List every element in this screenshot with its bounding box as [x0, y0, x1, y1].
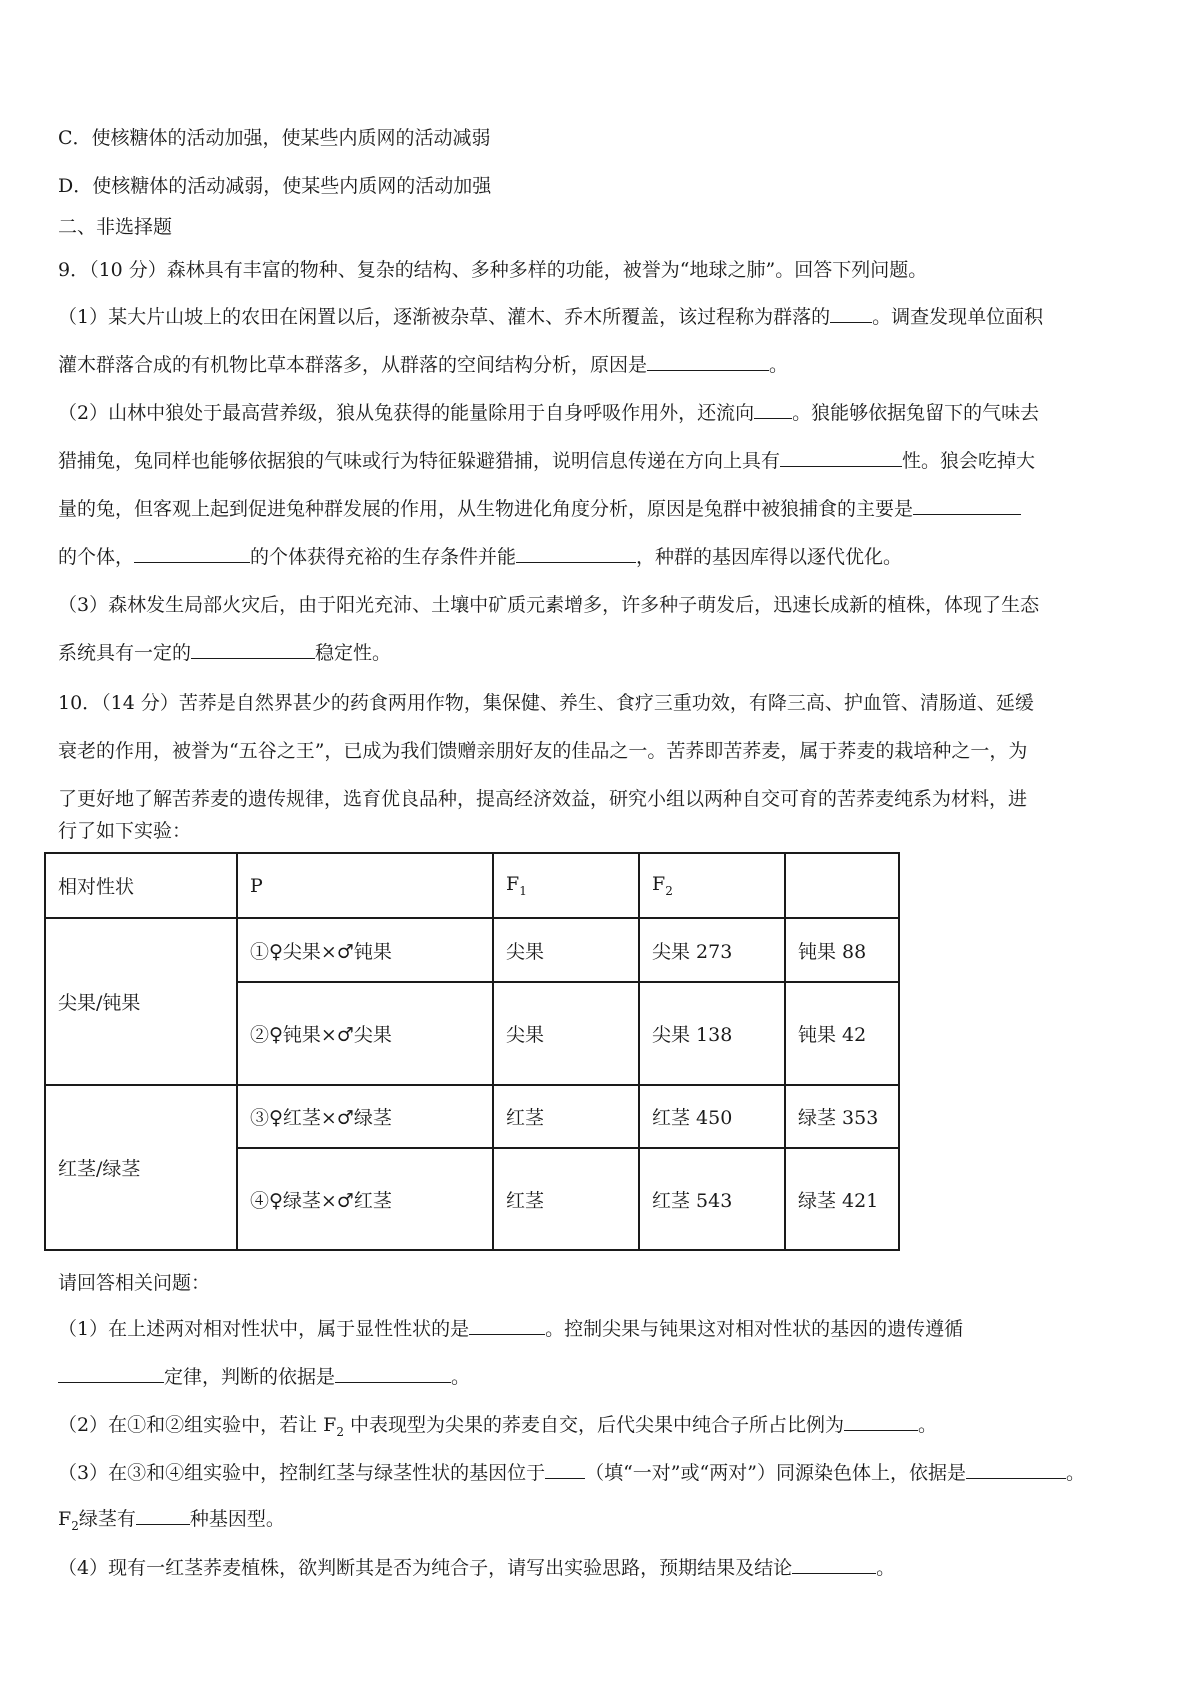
header-p: P [237, 853, 493, 918]
answer-blank[interactable] [913, 496, 1021, 515]
f1-cell: 红茎 [493, 1148, 639, 1250]
f1-cell: 红茎 [493, 1085, 639, 1148]
cross-cell: ④♀绿茎×♂红茎 [237, 1148, 493, 1250]
header-trait: 相对性状 [45, 853, 237, 918]
answer-blank[interactable] [469, 1316, 545, 1335]
q9-part3-line1: （3）森林发生局部火灾后，由于阳光充沛、土壤中矿质元素增多，许多种子萌发后，迅速长成新的植株，体现了生态 [58, 594, 1040, 616]
answer-blank[interactable] [191, 640, 315, 659]
q9-part2-line1: （2）山林中狼处于最高营养级，狼从兔获得的能量除用于自身呼吸作用外，还流向 。狼能够依据兔留下的气味去 [58, 402, 1040, 424]
f1-cell: 尖果 [493, 918, 639, 982]
f2-cell: 绿茎 421 [785, 1148, 899, 1250]
answer-blank[interactable] [134, 544, 250, 563]
header-f1: $F_1$ [493, 853, 639, 918]
q10-intro-line1: 10．（14 分）苦荞是自然界甚少的药食两用作物，集保健、养生、食疗三重功效，有降三高、护血管、清肠道、延缓 [58, 692, 1034, 714]
q10-sub1-line2: 定律，判断的依据是 。 [58, 1364, 470, 1390]
q8-option-c: C．使核糖体的活动加强，使某些内质网的活动减弱 [58, 127, 491, 149]
f2-cell: 钝果 88 [785, 918, 899, 982]
q10-sub3-line1: （3）在③和④组实验中，控制红茎与绿茎性状的基因位于 （填“一对”或“两对”）同源染色体上，依据是 。 [58, 1462, 1085, 1484]
q10-ask: 请回答相关问题： [58, 1272, 211, 1294]
f2-cell: 红茎 543 [639, 1148, 785, 1250]
q9-part2-line3: 量的兔，但客观上起到促进兔种群发展的作用，从生物进化角度分析，原因是兔群中被狼捕食的主要是 [58, 496, 1021, 522]
q9-part1-line1: （1）某大片山坡上的农田在闲置以后，逐渐被杂草、灌木、乔木所覆盖，该过程称为群落的 。调查发现单位面积 [58, 306, 1044, 328]
answer-blank[interactable] [830, 304, 872, 323]
answer-blank[interactable] [58, 1364, 164, 1383]
cross-cell: ②♀钝果×♂尖果 [237, 982, 493, 1085]
answer-blank[interactable] [136, 1506, 190, 1525]
header-f2: $F_2$ [639, 853, 785, 918]
answer-blank[interactable] [647, 352, 769, 371]
q10-sub3-line2: $F_2$绿茎有 种基因型。 [58, 1508, 285, 1533]
answer-blank[interactable] [780, 448, 902, 467]
cross-cell: ③♀红茎×♂绿茎 [237, 1085, 493, 1148]
trait-fruit-shape: 尖果/钝果 [45, 918, 237, 1085]
f2-cell: 红茎 450 [639, 1085, 785, 1148]
q10-sub2: （2）在①和②组实验中，若让 $F_2$ 中表现型为尖果的荞麦自交，后代尖果中纯合子所占比例为 。 [58, 1414, 938, 1439]
answer-blank[interactable] [545, 1460, 585, 1479]
q10-sub1-line1: （1）在上述两对相对性状中，属于显性性状的是 。控制尖果与钝果这对相对性状的基因的遗传遵循 [58, 1318, 964, 1340]
q8-option-d: D．使核糖体的活动减弱，使某些内质网的活动加强 [58, 175, 492, 197]
f2-cell: 尖果 273 [639, 918, 785, 982]
q9-intro: 9．（10 分）森林具有丰富的物种、复杂的结构、多种多样的功能，被誉为“地球之肺”。回答下列问题。 [58, 259, 928, 281]
table-header-row [45, 853, 899, 918]
q9-part3-line2: 系统具有一定的 稳定性。 [58, 642, 392, 664]
f2-cell: 绿茎 353 [785, 1085, 899, 1148]
f2-cell: 尖果 138 [639, 982, 785, 1085]
cross-cell: ①♀尖果×♂钝果 [237, 918, 493, 982]
answer-blank[interactable] [792, 1555, 876, 1574]
table-row [45, 1085, 899, 1148]
answer-blank[interactable] [754, 400, 792, 419]
q9-part2-line2: 猎捕兔，兔同样也能够依据狼的气味或行为特征躲避猎捕，说明信息传递在方向上具有 性。狼会吃掉大 [58, 450, 1036, 472]
q10-intro-line2: 衰老的作用，被誉为“五谷之王”，已成为我们馈赠亲朋好友的佳品之一。苦荞即苦荞麦，属于荞麦的栽培种之一，为 [58, 740, 1028, 762]
answer-blank[interactable] [844, 1412, 918, 1431]
q9-part1-line2: 灌木群落合成的有机物比草本群落多，从群落的空间结构分析，原因是 。 [58, 354, 789, 376]
f2-cell: 钝果 42 [785, 982, 899, 1085]
section-heading: 二、非选择题 [58, 216, 173, 238]
answer-blank[interactable] [966, 1460, 1066, 1479]
q10-intro-line4: 行了如下实验： [58, 820, 192, 842]
f1-cell: 尖果 [493, 982, 639, 1085]
header-extra [785, 853, 899, 918]
trait-stem-color: 红茎/绿茎 [45, 1085, 237, 1250]
table-row [45, 918, 899, 982]
answer-blank[interactable] [516, 544, 636, 563]
answer-blank[interactable] [335, 1364, 451, 1383]
q9-part2-line4: 的个体， 的个体获得充裕的生存条件并能 ，种群的基因库得以逐代优化。 [58, 546, 903, 568]
q10-sub4: （4）现有一红茎荞麦植株，欲判断其是否为纯合子，请写出实验思路，预期结果及结论 。 [58, 1557, 896, 1579]
q10-intro-line3: 了更好地了解苦荞麦的遗传规律，选育优良品种，提高经济效益，研究小组以两种自交可育的苦荞麦纯系为材料，进 [58, 788, 1028, 810]
experiment-table [44, 852, 900, 1251]
